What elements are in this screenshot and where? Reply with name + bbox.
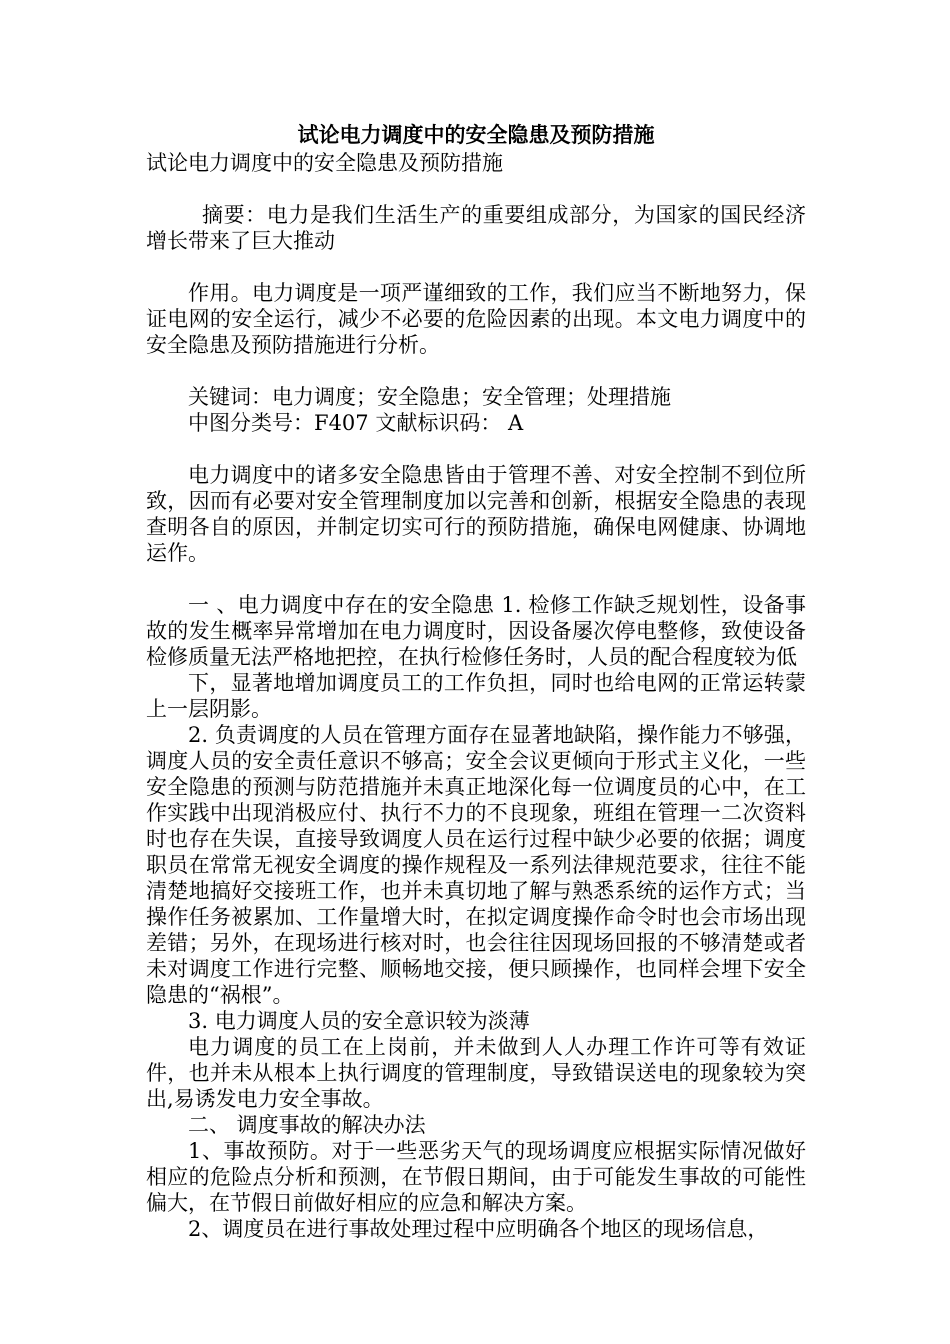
document-subtitle: 试论电力调度中的安全隐患及预防措施 xyxy=(146,151,503,175)
keywords-line: 关键词：电力调度；安全隐患；安全管理；处理措施 xyxy=(188,385,671,409)
spacer xyxy=(146,436,806,462)
document-page xyxy=(146,120,806,1242)
section1-paragraph: 一 、电力调度中存在的安全隐患 1. 检修工作缺乏规划性，设备事故的发生概率异常增加在电力调度时，因设备屡次停电整修，致使设备检修质量无法严格地把控，在执行检修任务时，人员的配合程度较为低 xyxy=(146,593,806,669)
spacer xyxy=(146,176,806,202)
section1-subheading: 3. 电力调度人员的安全意识较为淡薄 xyxy=(188,1009,530,1033)
document-title: 试论电力调度中的安全隐患及预防措施 xyxy=(297,122,655,147)
section2-paragraph: 1、事故预防。对于一些恶劣天气的现场调度应根据实际情况做好相应的危险点分析和预测，在节假日期间，由于可能发生事故的可能性偏大，在节假日前做好相应的应急和解决方案。 xyxy=(146,1139,806,1215)
section2-heading: 二、 调度事故的解决办法 xyxy=(188,1113,426,1137)
intro-paragraph: 电力调度中的诸多安全隐患皆由于管理不善、对安全控制不到位所致，因而有必要对安全管理制度加以完善和创新，根据安全隐患的表现查明各自的原因，并制定切实可行的预防措施，确保电网健康、协调地运作。 xyxy=(146,463,806,565)
section1-paragraph: 电力调度的员工在上岗前，并未做到人人办理工作许可等有效证件，也并未从根本上执行调度的管理制度，导致错误送电的现象较为突出,易诱发电力安全事故。 xyxy=(146,1035,806,1111)
section2-paragraph: 2、调度员在进行事故处理过程中应明确各个地区的现场信息， xyxy=(188,1217,769,1241)
section1-paragraph: 下，显著地增加调度员工的工作负担，同时也给电网的正常运转蒙上一层阴影。 xyxy=(146,671,806,721)
spacer xyxy=(146,254,806,280)
abstract-continued-paragraph: 作用。电力调度是一项严谨细致的工作，我们应当不断地努力，保证电网的安全运行，减少不必要的危险因素的出现。本文电力调度中的安全隐患及预防措施进行分析。 xyxy=(146,281,806,357)
abstract-paragraph: 摘要：电力是我们生活生产的重要组成部分，为国家的国民经济增长带来了巨大推动 xyxy=(146,203,806,253)
spacer xyxy=(146,566,806,592)
classification-line: 中图分类号：F407 文献标识码： A xyxy=(188,411,524,435)
section1-paragraph: 2. 负责调度的人员在管理方面存在显著地缺陷，操作能力不够强，调度人员的安全责任意识不够高；安全会议更倾向于形式主义化，一些安全隐患的预测与防范措施并未真正地深化每一位调度员的心中，在工作实践中出现消极应付、执行不力的不良现象，班组在管理一二次资料时也存在失误，直接导致调度人员在运行过程中缺少必要的依据；调度职员在常常无视安全调度的操作规程及一系列法律规范要求，往往不能清楚地搞好交接班工作，也并未真切地了解与熟悉系统的运作方式；当操作任务被累加、工作量增大时，在拟定调度操作命令时也会市场出现差错；另外，在现场进行核对时，也会往往因现场回报的不够清楚或者未对调度工作进行完整、顺畅地交接，便只顾操作，也同样会埋下安全隐患的“祸根”。 xyxy=(146,723,806,1007)
spacer xyxy=(146,358,806,384)
